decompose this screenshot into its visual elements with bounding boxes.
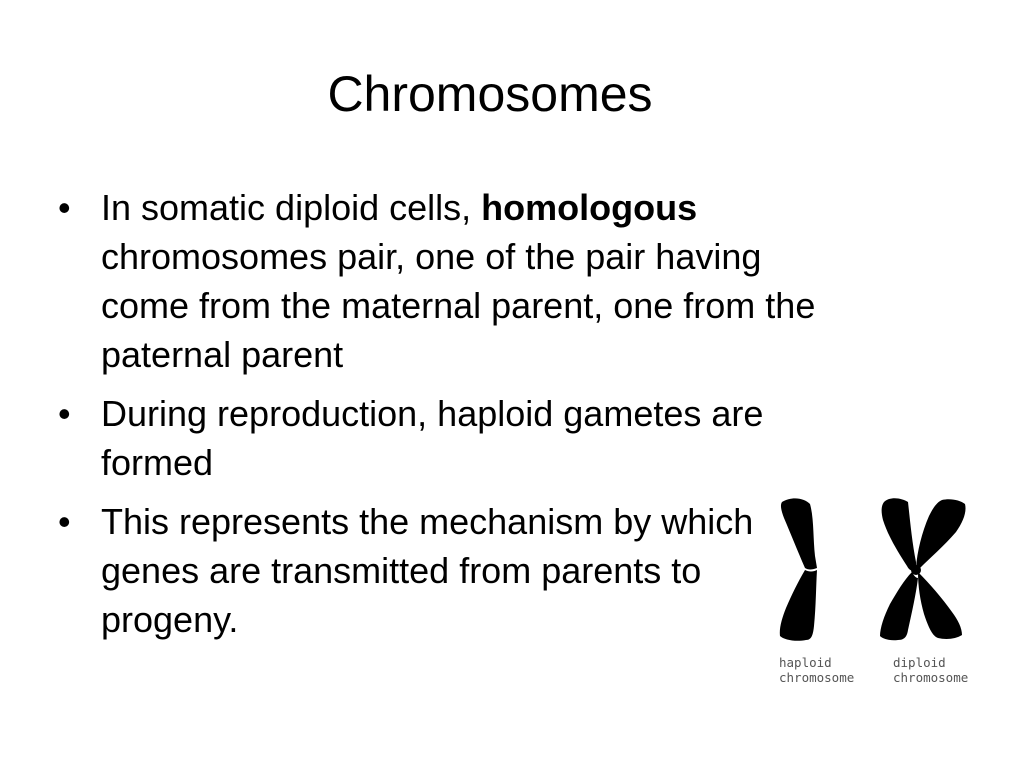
bullet-item-reproduction (58, 389, 858, 487)
diploid-arm-top-left (882, 498, 916, 571)
diploid-chromosome-image (880, 498, 966, 640)
bullet-text: This represents the mechanism by which genes are transmitted from parents to progeny. (101, 501, 754, 640)
bullet-text-end: chromosomes pair, one of the pair having come from the maternal parent, one from the paternal parent (101, 236, 816, 375)
chromosome-illustration (770, 490, 1000, 650)
bullet-item-mechanism (58, 497, 781, 644)
bullet-text: During reproduction, haploid gametes are formed (101, 393, 764, 483)
bullet-list (58, 183, 858, 654)
bullet-dot: • (58, 393, 71, 434)
diploid-caption: diploid chromosome (893, 655, 969, 685)
bullet-text-bold: homologous (481, 187, 698, 228)
haploid-chromatid-bottom (780, 570, 817, 641)
bullet-item-homologous (58, 183, 858, 379)
bullet-text-start: In somatic diploid cells, (101, 187, 482, 228)
diploid-arm-top-right (916, 499, 966, 568)
haploid-caption: haploid chromosome (779, 655, 855, 685)
slide-title: Chromosomes (327, 66, 653, 122)
haploid-chromatid-top (781, 498, 817, 569)
bullet-dot: • (58, 187, 71, 228)
diploid-arm-bottom-left (880, 572, 918, 640)
haploid-chromosome-image (780, 498, 817, 640)
chromosome-figure (770, 490, 1000, 700)
diploid-centromere (911, 565, 921, 575)
diploid-arm-bottom-right (918, 572, 962, 639)
bullet-dot: • (58, 501, 71, 542)
